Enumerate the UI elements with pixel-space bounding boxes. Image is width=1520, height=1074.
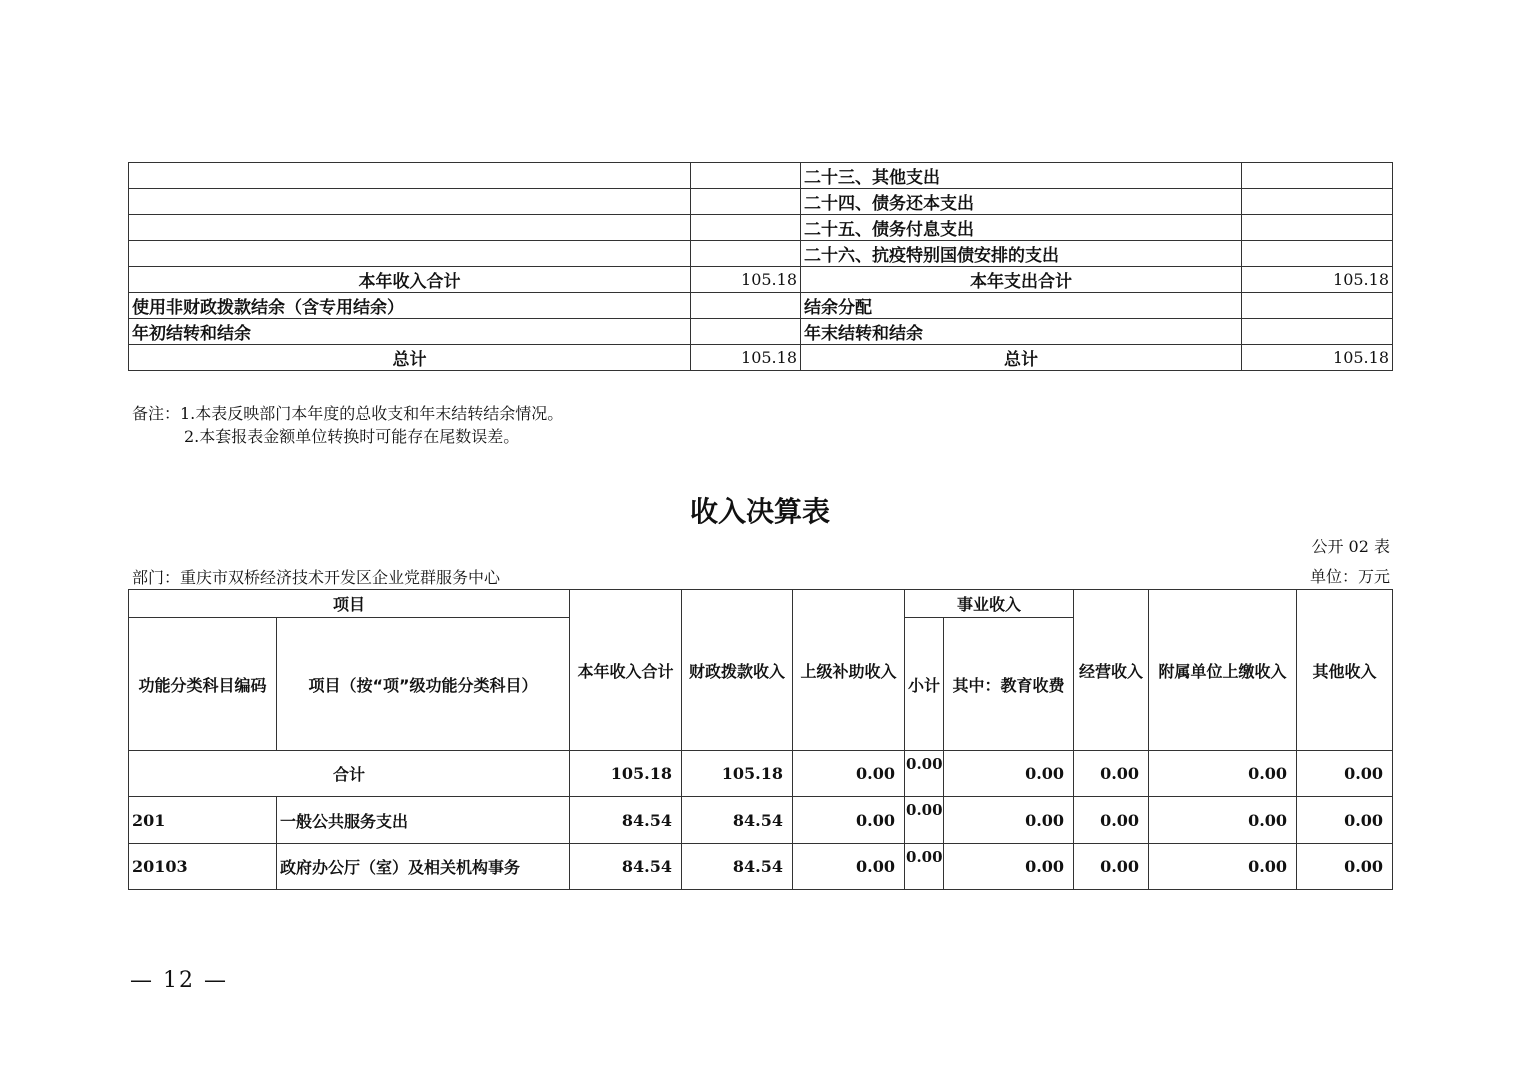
cell-item: 一般公共服务支出 [277, 797, 570, 844]
cell-affiliated: 0.00 [1149, 844, 1297, 890]
income-value [691, 215, 801, 241]
cell-operating: 0.00 [1074, 844, 1149, 890]
cell-affiliated: 0.00 [1149, 797, 1297, 844]
header-fiscal: 财政拨款收入 [682, 590, 793, 751]
expense-label: 年末结转和结余 [801, 319, 1242, 345]
cell-other: 0.00 [1297, 797, 1393, 844]
expense-value [1242, 241, 1393, 267]
table-row [129, 293, 1393, 319]
cell-operating: 0.00 [1074, 797, 1149, 844]
cell-fiscal: 84.54 [682, 844, 793, 890]
income-label [129, 163, 691, 189]
total-label: 合计 [129, 751, 570, 797]
header-edu: 其中：教育收费 [944, 618, 1074, 751]
header-subtotal: 小计 [905, 618, 944, 751]
income-value [691, 189, 801, 215]
expense-label: 总计 [801, 345, 1242, 371]
income-value: 105.18 [691, 345, 801, 371]
header-business: 事业收入 [905, 590, 1074, 618]
cell-operating: 0.00 [1074, 751, 1149, 797]
income-label [129, 215, 691, 241]
expense-label: 二十四、债务还本支出 [801, 189, 1242, 215]
cell-other: 0.00 [1297, 844, 1393, 890]
income-value [691, 163, 801, 189]
expense-label: 结余分配 [801, 293, 1242, 319]
department-label: 部门：重庆市双桥经济技术开发区企业党群服务中心 [132, 568, 501, 587]
expense-label: 二十五、债务付息支出 [801, 215, 1242, 241]
cell-total: 84.54 [570, 797, 682, 844]
income-label: 使用非财政拨款结余（含专用结余） [129, 293, 691, 319]
table-row [129, 241, 1393, 267]
table-row [129, 267, 1393, 293]
cell-other: 0.00 [1297, 751, 1393, 797]
table-row [129, 189, 1393, 215]
cell-code: 201 [129, 797, 277, 844]
income-label [129, 241, 691, 267]
header-item: 项目（按“项”级功能分类科目） [277, 618, 570, 751]
cell-total: 105.18 [570, 751, 682, 797]
table-row [129, 215, 1393, 241]
header-affiliated: 附属单位上缴收入 [1149, 590, 1297, 751]
cell-edu: 0.00 [944, 751, 1074, 797]
cell-edu: 0.00 [944, 797, 1074, 844]
expense-label: 本年支出合计 [801, 267, 1242, 293]
table-row [129, 163, 1393, 189]
summary-table [128, 162, 1393, 371]
note-line-2: 2.本套报表金额单位转换时可能存在尾数误差。 [184, 427, 520, 446]
header-code: 功能分类科目编码 [129, 618, 277, 751]
income-value [691, 241, 801, 267]
header-row [129, 590, 1393, 618]
income-value: 105.18 [691, 267, 801, 293]
income-value [691, 319, 801, 345]
cell-subtotal: 0.00 [905, 797, 944, 844]
expense-label: 二十三、其他支出 [801, 163, 1242, 189]
expense-value: 105.18 [1242, 345, 1393, 371]
expense-value [1242, 163, 1393, 189]
cell-subtotal: 0.00 [905, 844, 944, 890]
expense-value [1242, 215, 1393, 241]
expense-label: 二十六、抗疫特别国债安排的支出 [801, 241, 1242, 267]
page-title: 收入决算表 [689, 495, 830, 528]
note-line-1: 备注：1.本表反映部门本年度的总收支和年末结转结余情况。 [132, 404, 564, 423]
income-label: 年初结转和结余 [129, 319, 691, 345]
header-total: 本年收入合计 [570, 590, 682, 751]
cell-total: 84.54 [570, 844, 682, 890]
cell-edu: 0.00 [944, 844, 1074, 890]
notes [132, 402, 563, 448]
table-row [129, 345, 1393, 371]
table-row [129, 751, 1393, 797]
cell-superior: 0.00 [793, 797, 905, 844]
expense-value [1242, 293, 1393, 319]
expense-value: 105.18 [1242, 267, 1393, 293]
cell-subtotal: 0.00 [905, 751, 944, 797]
income-value [691, 293, 801, 319]
table-row [129, 797, 1393, 844]
cell-superior: 0.00 [793, 844, 905, 890]
expense-value [1242, 189, 1393, 215]
income-label [129, 189, 691, 215]
header-other: 其他收入 [1297, 590, 1393, 751]
cell-superior: 0.00 [793, 751, 905, 797]
income-label: 总计 [129, 345, 691, 371]
expense-value [1242, 319, 1393, 345]
income-label: 本年收入合计 [129, 267, 691, 293]
header-operating: 经营收入 [1074, 590, 1149, 751]
cell-fiscal: 84.54 [682, 797, 793, 844]
table-number: 公开 02 表 [1311, 537, 1390, 556]
cell-item: 政府办公厅（室）及相关机构事务 [277, 844, 570, 890]
unit-label: 单位：万元 [1309, 567, 1390, 586]
cell-code: 20103 [129, 844, 277, 890]
cell-fiscal: 105.18 [682, 751, 793, 797]
page-number: — 12 — [130, 968, 228, 993]
header-superior: 上级补助收入 [793, 590, 905, 751]
cell-affiliated: 0.00 [1149, 751, 1297, 797]
table-row [129, 844, 1393, 890]
table-row [129, 319, 1393, 345]
income-table [128, 589, 1393, 890]
header-project: 项目 [129, 590, 570, 618]
